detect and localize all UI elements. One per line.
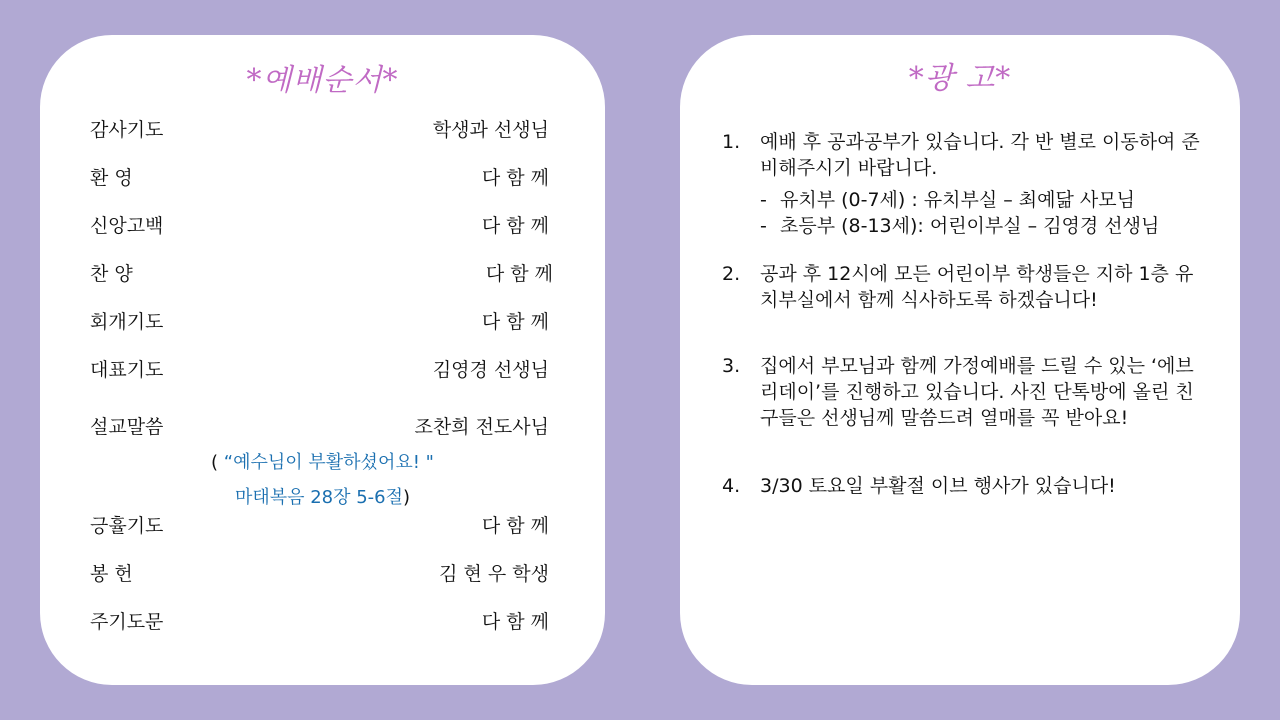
notice-item [722,129,1210,239]
notice-text: 예배 후 공과공부가 있습니다. 각 반 별로 이동하여 준비해주시기 바랍니다. [760,131,1200,179]
notice-text: 공과 후 12시에 모든 어린이부 학생들은 지하 1층 유치부실에서 함께 식사하도록 하겠습니다! [760,263,1194,311]
order-value: 조찬희 전도사님 [414,416,549,438]
order-label: 봉 헌 [90,563,133,585]
subitem-text: 초등부 (8-13세): 어린이부실 – 김영경 선생님 [780,215,1160,237]
order-row [40,559,605,589]
order-value: 다 함 께 [481,311,549,333]
sermon-open-paren: ( [211,452,224,473]
notice-item [722,473,1210,499]
order-label: 환 영 [90,167,133,189]
order-label: 신앙고백 [90,215,164,237]
subitem-dash: - [760,215,767,237]
announcements-card [680,35,1240,685]
sermon-close-paren: ) [403,487,411,508]
order-row [40,163,605,193]
order-row [40,115,605,145]
notice-number: 2. [722,263,741,285]
order-value: 다 함 께 [481,515,549,537]
notice-number: 4. [722,475,741,497]
notice-text: 3/30 토요일 부활절 이브 행사가 있습니다! [760,475,1116,497]
order-label: 감사기도 [90,119,164,141]
notice-text: 집에서 부모님과 함께 가정예배를 드릴 수 있는 ‘에브리데이’를 진행하고 있습니다. 사진 단톡방에 올린 친구들은 선생님께 말씀드려 열매를 꼭 받아요! [760,355,1194,429]
notice-number: 3. [722,355,741,377]
sermon-title: “예수님이 부활하셨어요! " [223,452,434,473]
order-label: 찬 양 [90,263,133,285]
notice-subitem [760,213,1210,239]
order-row [40,607,605,637]
announcements-title: *광 고* [908,61,1012,96]
sermon-reference: 마태복음 28장 5-6절 [234,487,404,508]
order-value: 김영경 선생님 [432,359,549,381]
notice-item [722,261,1210,313]
sermon-reference-line [40,481,605,515]
subitem-text: 유치부 (0-7세) : 유치부실 – 최예닮 사모님 [780,189,1135,211]
order-value: 다 함 께 [481,167,549,189]
order-value: 다 함 께 [481,215,549,237]
notice-number: 1. [722,131,741,153]
order-row [40,259,605,289]
order-value: 다 함 께 [481,611,549,633]
order-row [40,307,605,337]
worship-order-card [40,35,605,685]
order-value: 다 함 께 [485,263,553,285]
order-label: 대표기도 [90,359,164,381]
order-label: 주기도문 [90,611,164,633]
subitem-dash: - [760,189,767,211]
notice-item [722,353,1210,431]
order-value: 김 현 우 학생 [439,563,549,585]
worship-order-title: *예배순서* [246,63,399,98]
order-row [40,412,605,442]
order-label: 긍휼기도 [90,515,164,537]
order-row [40,511,605,541]
order-value: 학생과 선생님 [432,119,549,141]
order-label: 회개기도 [90,311,164,333]
order-row [40,355,605,385]
sermon-title-line [40,446,605,480]
order-row [40,211,605,241]
order-label: 설교말씀 [90,416,164,438]
notice-subitem [760,187,1210,213]
